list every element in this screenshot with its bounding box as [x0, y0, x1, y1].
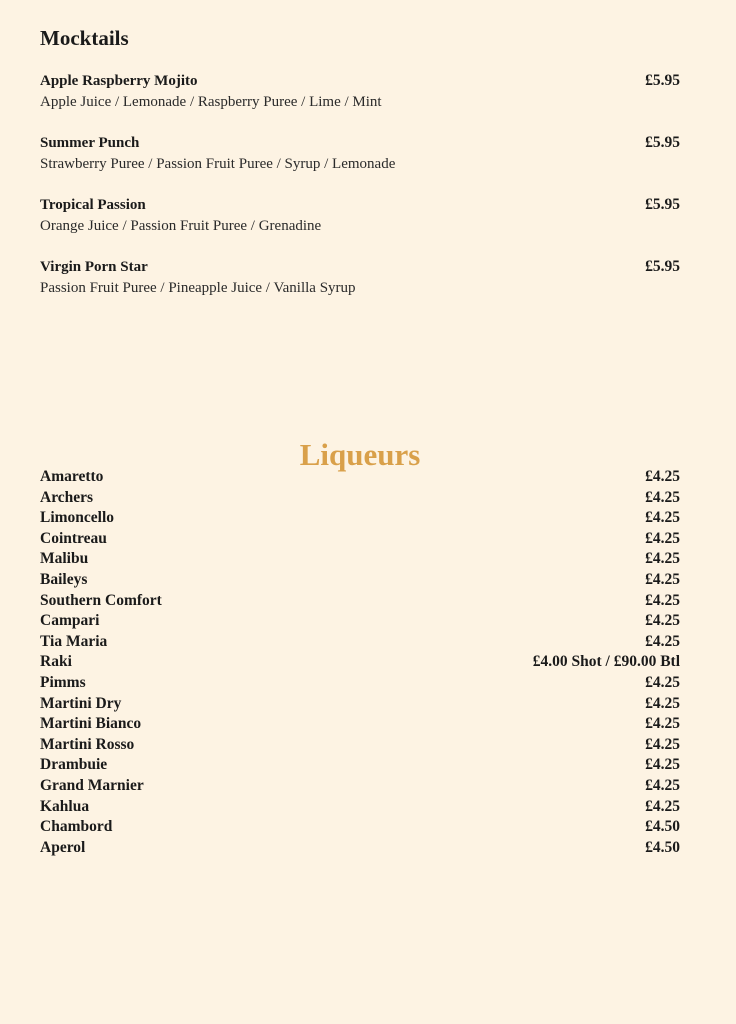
- mocktail-name: Tropical Passion: [40, 197, 146, 213]
- liqueur-price: £4.25: [645, 756, 680, 774]
- liqueur-name: Malibu: [40, 550, 89, 568]
- liqueur-name: Aperol: [40, 838, 86, 856]
- liqueur-name: Raki: [40, 653, 72, 671]
- liqueur-price: £4.25: [645, 776, 680, 794]
- liqueur-price: £4.25: [645, 529, 680, 547]
- mocktail-price: £5.95: [645, 72, 680, 89]
- liqueur-name: Southern Comfort: [40, 591, 162, 609]
- liqueur-price: £4.25: [645, 797, 680, 815]
- liqueur-item: [40, 673, 680, 694]
- mocktail-price: £5.95: [645, 134, 680, 151]
- liqueur-item: [40, 570, 680, 591]
- liqueur-item: [40, 632, 680, 653]
- liqueur-item: [40, 776, 680, 797]
- liqueur-price: £4.25: [645, 694, 680, 712]
- liqueur-price: £4.25: [645, 468, 680, 485]
- liqueur-price: £4.50: [645, 838, 680, 856]
- liqueur-item: [40, 797, 680, 818]
- liqueur-price: £4.25: [645, 715, 680, 733]
- mocktail-name: Summer Punch: [40, 135, 140, 151]
- liqueur-item: [40, 817, 680, 838]
- liqueur-name: Baileys: [40, 570, 88, 588]
- liqueur-name: Cointreau: [40, 529, 107, 547]
- liqueur-item: [40, 714, 680, 735]
- mocktail-item: [40, 195, 680, 257]
- liqueur-item: [40, 611, 680, 632]
- liqueur-name: Grand Marnier: [40, 776, 144, 794]
- liqueur-price: £4.25: [645, 488, 680, 506]
- menu-page: [40, 0, 680, 1024]
- mocktail-item: [40, 71, 680, 133]
- liqueur-item: [40, 694, 680, 715]
- mocktail-name: Virgin Porn Star: [40, 259, 148, 275]
- liqueur-item: [40, 755, 680, 776]
- liqueur-price: £4.25: [645, 550, 680, 568]
- liqueur-price: £4.25: [645, 509, 680, 527]
- liqueur-item: [40, 591, 680, 612]
- liqueur-item: [40, 488, 680, 509]
- liqueurs-heading: Liqueurs: [299, 436, 421, 472]
- liqueur-item: [40, 652, 680, 673]
- liqueur-name: Archers: [40, 488, 94, 506]
- liqueur-name: Pimms: [40, 673, 86, 691]
- mocktail-description: Orange Juice / Passion Fruit Puree / Grenadine: [40, 218, 322, 234]
- liqueur-item: [40, 735, 680, 756]
- liqueur-name: Kahlua: [40, 797, 90, 815]
- liqueur-price: £4.25: [645, 673, 680, 691]
- liqueur-price: £4.25: [645, 632, 680, 650]
- liqueur-price: £4.25: [645, 570, 680, 588]
- liqueur-name: Limoncello: [40, 509, 115, 527]
- liqueur-price: £4.25: [645, 735, 680, 753]
- mocktail-item: [40, 257, 680, 319]
- mocktail-description: Passion Fruit Puree / Pineapple Juice / Vanilla Syrup: [40, 280, 356, 296]
- liqueur-name: Chambord: [40, 818, 113, 836]
- mocktails-list: [40, 71, 680, 319]
- liqueur-item: [40, 508, 680, 529]
- liqueur-price: £4.50: [645, 818, 680, 836]
- mocktail-price: £5.95: [645, 258, 680, 275]
- liqueur-item: [40, 529, 680, 550]
- liqueur-name: Drambuie: [40, 756, 108, 774]
- liqueur-name: Tia Maria: [40, 632, 108, 650]
- liqueur-price: £4.25: [645, 612, 680, 630]
- mocktail-description: Strawberry Puree / Passion Fruit Puree / Syrup / Lemonade: [40, 156, 396, 172]
- mocktail-price: £5.95: [645, 196, 680, 213]
- liqueur-name: Martini Dry: [40, 694, 122, 712]
- liqueur-name: Martini Rosso: [40, 735, 135, 753]
- liqueur-name: Amaretto: [40, 468, 104, 485]
- liqueurs-list: [40, 467, 680, 858]
- mocktail-name: Apple Raspberry Mojito: [40, 73, 198, 89]
- mocktail-description: Apple Juice / Lemonade / Raspberry Puree / Lime / Mint: [40, 94, 382, 110]
- liqueur-item: [40, 549, 680, 570]
- liqueur-item: [40, 467, 680, 488]
- liqueur-price: £4.25: [645, 591, 680, 609]
- liqueur-price: £4.00 Shot / £90.00 Btl: [532, 653, 680, 671]
- mocktails-heading: Mocktails: [40, 26, 129, 50]
- liqueur-item: [40, 838, 680, 859]
- mocktail-item: [40, 133, 680, 195]
- liqueur-name: Campari: [40, 612, 100, 630]
- liqueur-name: Martini Bianco: [40, 715, 142, 733]
